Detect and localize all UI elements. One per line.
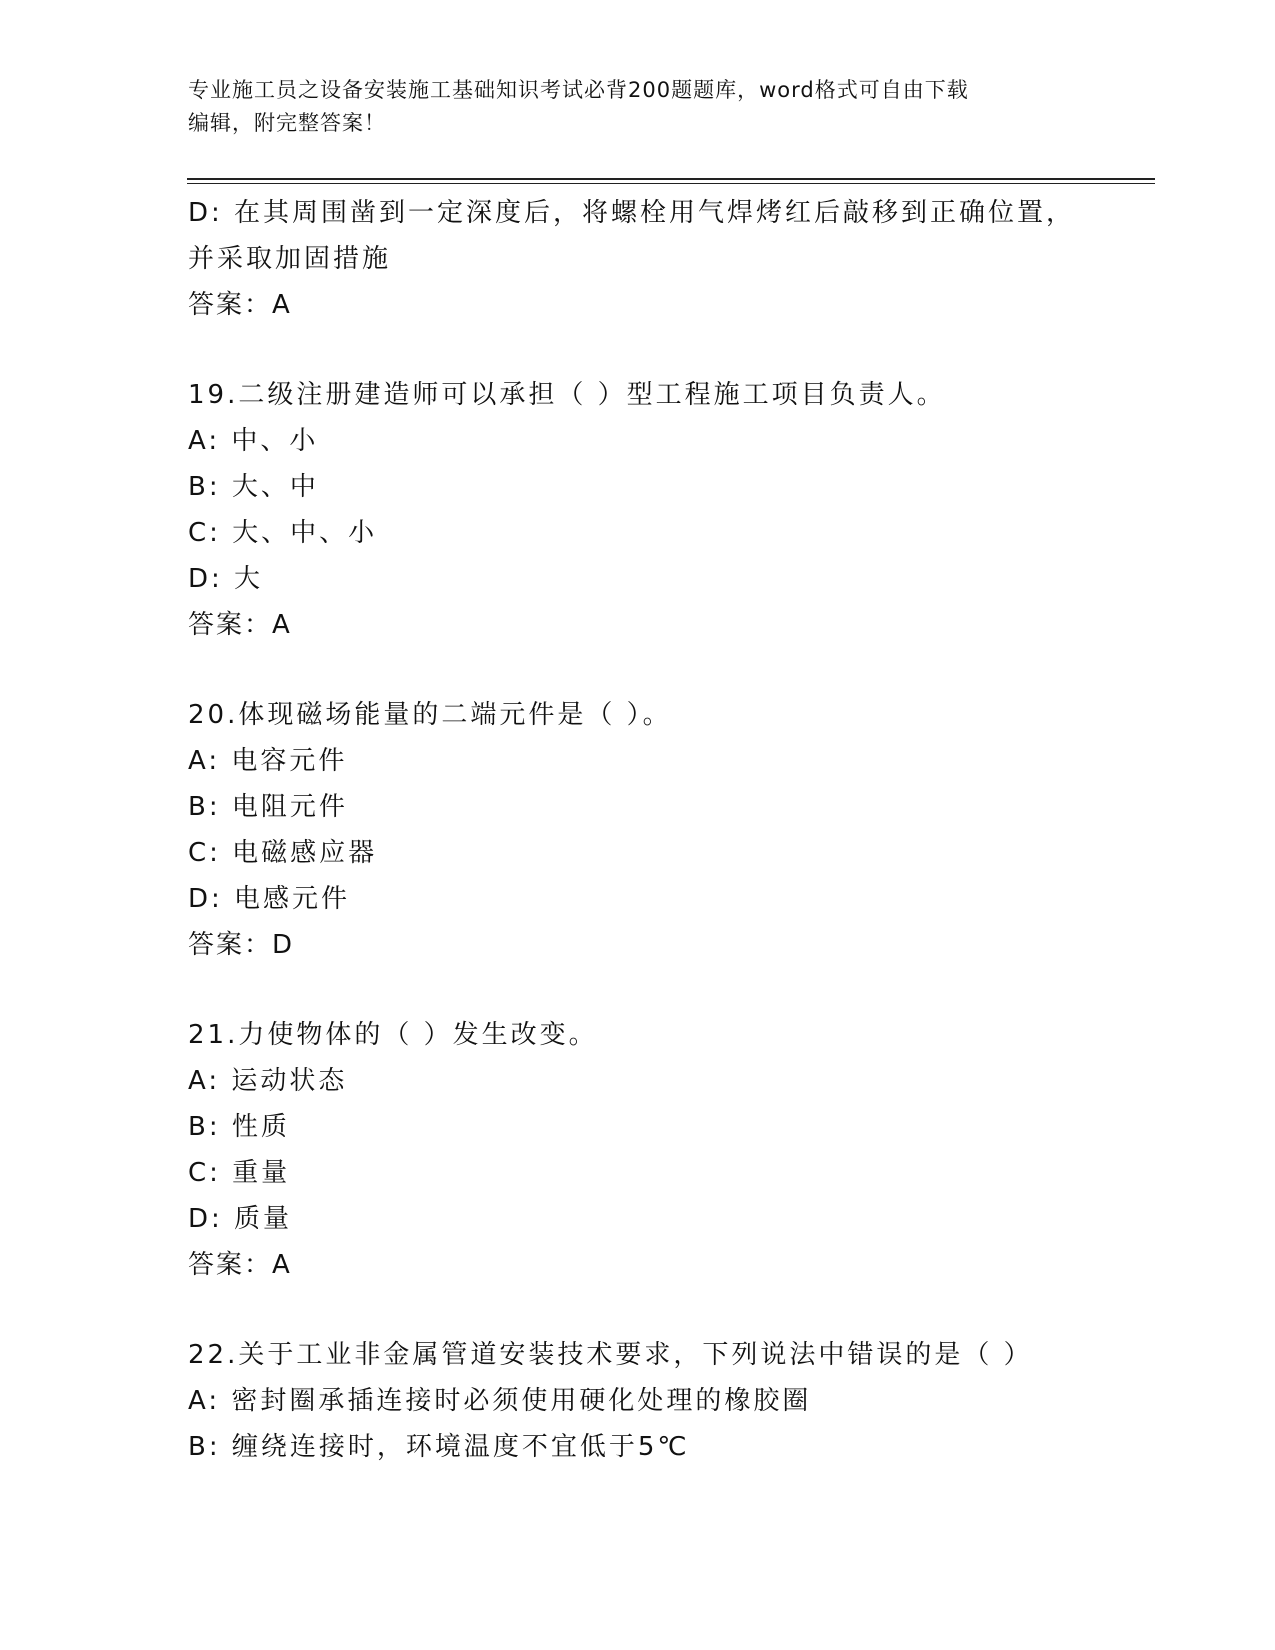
answer-line: 答案：A	[188, 610, 292, 640]
question-18-fragment	[188, 190, 1148, 328]
question-text: 22.关于工业非金属管道安装技术要求，下列说法中错误的是（ ）	[188, 1340, 1033, 1370]
answer-line: 答案：A	[188, 1250, 292, 1280]
question-19	[188, 372, 1148, 648]
option-d-line-1: D: 在其周围凿到一定深度后，将螺栓用气焊烤红后敲移到正确位置，	[188, 198, 1076, 228]
question-21	[188, 1012, 1148, 1288]
question-content	[188, 190, 1148, 1470]
option-d: D: 大	[188, 564, 264, 594]
option-b: B: 性质	[188, 1112, 290, 1142]
header-divider-thin	[187, 183, 1155, 184]
option-c: C: 重量	[188, 1158, 291, 1188]
spacer	[188, 968, 1148, 1012]
spacer	[188, 1288, 1148, 1332]
question-22	[188, 1332, 1148, 1470]
option-a: A: 电容元件	[188, 746, 348, 776]
option-d: D: 电感元件	[188, 884, 351, 914]
option-d: D: 质量	[188, 1204, 293, 1234]
question-text: 21.力使物体的（ ）发生改变。	[188, 1020, 598, 1050]
option-a: A: 运动状态	[188, 1066, 348, 1096]
question-20	[188, 692, 1148, 968]
header-title-line-1: 专业施工员之设备安装施工基础知识考试必背200题题库，word格式可自由下载	[188, 78, 969, 102]
option-c: C: 电磁感应器	[188, 838, 378, 868]
question-text: 19.二级注册建造师可以承担（ ）型工程施工项目负责人。	[188, 380, 946, 410]
option-c: C: 大、中、小	[188, 518, 378, 548]
header-divider-thick	[187, 178, 1155, 180]
header-title-line-2: 编辑，附完整答案！	[188, 111, 386, 135]
option-b: B: 电阻元件	[188, 792, 348, 822]
option-b: B: 大、中	[188, 472, 319, 502]
spacer	[188, 648, 1148, 692]
answer-line: 答案：D	[188, 930, 295, 960]
answer-line: 答案：A	[188, 290, 292, 320]
option-a: A: 密封圈承插连接时必须使用硬化处理的橡胶圈	[188, 1386, 812, 1416]
option-a: A: 中、小	[188, 426, 319, 456]
question-text: 20.体现磁场能量的二端元件是（ ）。	[188, 700, 672, 730]
option-d-line-2: 并采取加固措施	[188, 244, 392, 274]
option-b: B: 缠绕连接时，环境温度不宜低于5℃	[188, 1432, 690, 1462]
spacer	[188, 328, 1148, 372]
document-header	[188, 74, 1088, 140]
